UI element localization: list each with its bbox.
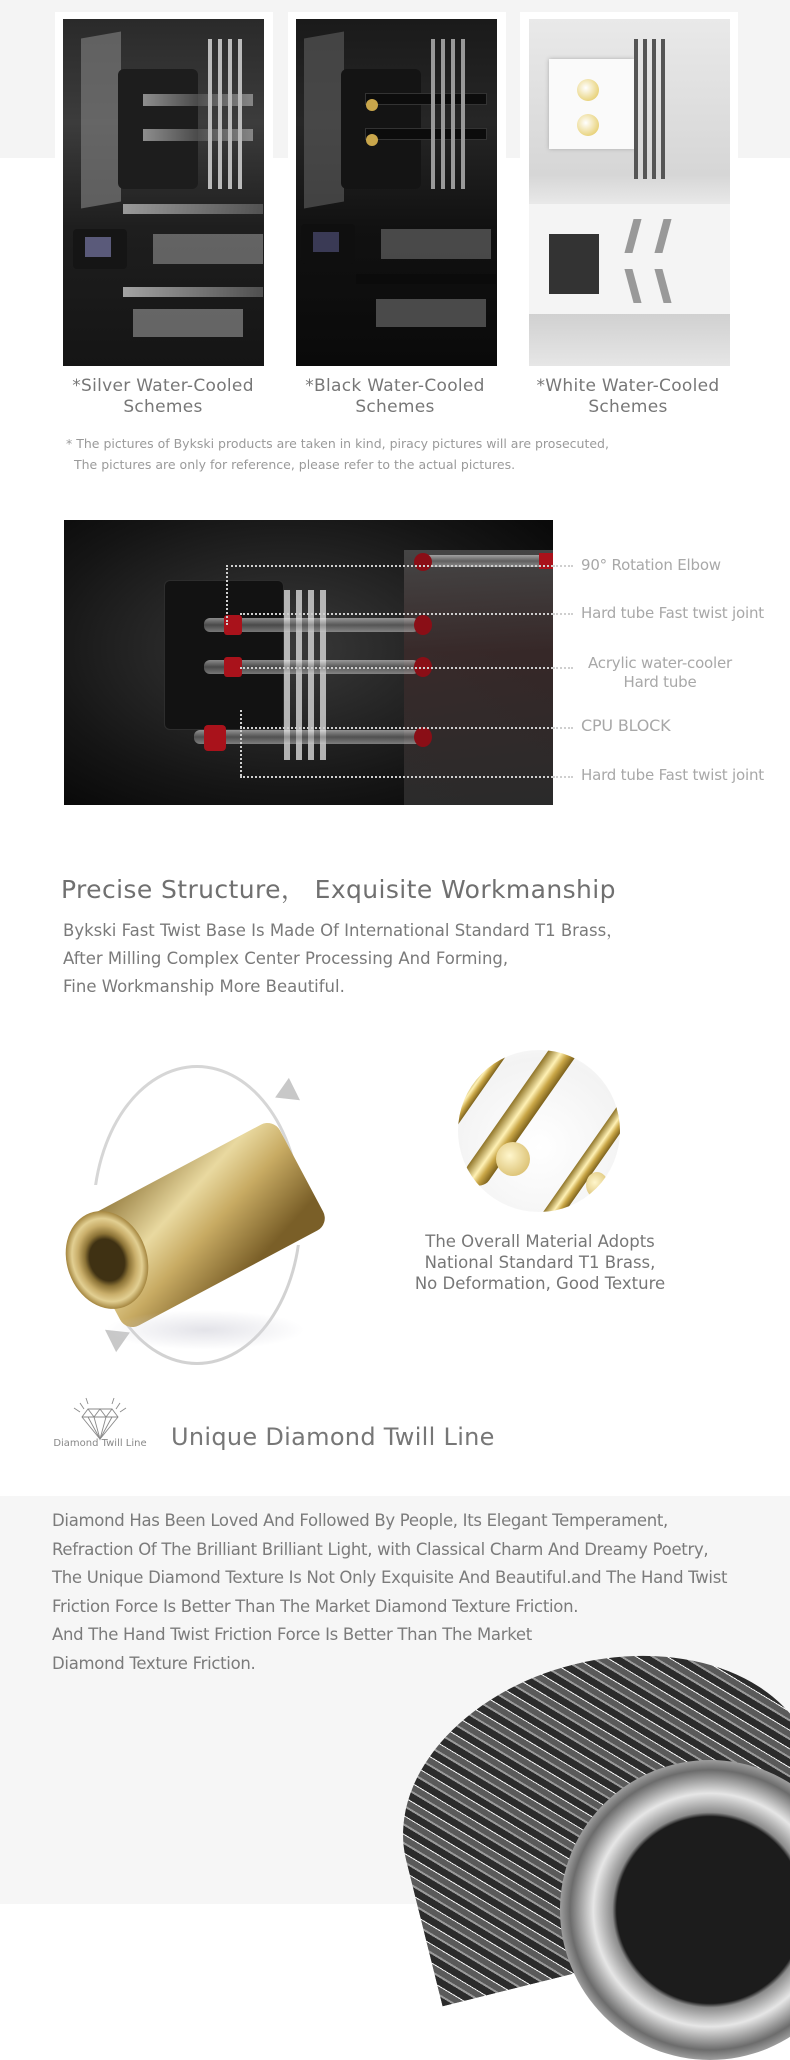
shadow [105, 1310, 305, 1350]
cpu-block-shape [164, 580, 284, 730]
paragraph-line: And The Hand Twist Friction Force Is Better Than The Market [52, 1625, 532, 1644]
callout-line [240, 667, 553, 669]
scheme-caption-line2: Schemes [123, 397, 203, 417]
label-acrylic-line2: Hard tube [623, 673, 697, 691]
paragraph-line: Bykski Fast Twist Base Is Made Of International Standard T1 Brass， [63, 921, 623, 940]
rod-end [586, 1172, 608, 1198]
scheme-caption-line2: Schemes [355, 397, 435, 417]
rotation-elbow [204, 725, 226, 751]
scheme-caption-line2: Schemes [588, 397, 668, 417]
scheme-caption-white [513, 376, 743, 418]
caption-line: No Deformation, Good Texture [414, 1274, 666, 1293]
caption-line: National Standard T1 Brass, [424, 1253, 656, 1272]
material-caption [395, 1231, 685, 1294]
label-acrylic-hard-tube [580, 654, 740, 692]
paragraph-line: Diamond Has Been Loved And Followed By People, Its Elegant Temperament, [52, 1511, 668, 1530]
callout-leader [553, 727, 573, 729]
hard-tube [194, 730, 424, 744]
copyright-notice [66, 433, 609, 475]
paragraph-line: Refraction Of The Brilliant Brilliant Light, with Classical Charm And Dreamy Poetry, [52, 1539, 709, 1559]
scheme-caption-line1: *Silver Water-Cooled [72, 376, 254, 396]
white-scheme-photo [529, 19, 730, 366]
scheme-caption-line1: *White Water-Cooled [536, 376, 720, 396]
fitting [414, 553, 432, 571]
callout-leader [553, 776, 573, 778]
component-diagram-photo [64, 520, 553, 805]
callout-line [226, 565, 228, 625]
paragraph-line: Fine Workmanship More Beautiful. [63, 977, 345, 996]
scheme-caption-silver [48, 376, 278, 418]
brass-fitting-illustration [45, 1060, 365, 1370]
notice-line-2: The pictures are only for reference, please refer to the actual pictures. [74, 457, 516, 472]
paragraph-line: The Unique Diamond Texture Is Not Only Exquisite And Beautiful.and The Hand Twist [52, 1568, 728, 1587]
callout-line [240, 710, 242, 776]
paragraph-line: Diamond Texture Friction. [52, 1653, 256, 1673]
callout-line [240, 613, 553, 615]
brass-rods-closeup [458, 1050, 620, 1212]
callout-leader [553, 667, 573, 669]
reservoir-panel [404, 550, 553, 805]
diamond-description [52, 1507, 727, 1678]
paragraph-line: Friction Force Is Better Than The Market Diamond Texture Friction. [52, 1596, 579, 1616]
rod-end [496, 1142, 530, 1176]
caption-line: The Overall Material Adopts [425, 1232, 655, 1251]
callout-line [240, 776, 553, 778]
diamond-twill-heading: Unique Diamond Twill Line [171, 1423, 495, 1451]
precise-structure-heading: Precise Structure， Exquisite Workmanship [61, 875, 616, 904]
callout-line [240, 727, 553, 729]
precise-structure-text [63, 917, 623, 1001]
diamond-logo-label: Diamond Twill Line [53, 1438, 147, 1449]
label-acrylic-line1: Acrylic water-cooler [588, 654, 732, 672]
fitting [414, 615, 432, 635]
callout-leader [553, 613, 573, 615]
notice-line-1: * The pictures of Bykski products are taken in kind, piracy pictures will are prosecuted, [66, 436, 609, 451]
scheme-caption-line1: *Black Water-Cooled [305, 376, 485, 396]
arrow-head-icon [275, 1078, 307, 1110]
paragraph-line: After Milling Complex Center Processing And Forming, [63, 949, 509, 968]
silver-scheme-photo [63, 19, 264, 366]
label-cpu-block: CPU BLOCK [581, 716, 671, 735]
callout-leader [553, 565, 573, 567]
label-rotation-elbow: 90° Rotation Elbow [581, 556, 721, 574]
fitting [414, 727, 432, 747]
label-fast-twist-joint-bottom: Hard tube Fast twist joint [581, 766, 764, 784]
black-scheme-photo [296, 19, 497, 366]
label-fast-twist-joint-top: Hard tube Fast twist joint [581, 604, 764, 622]
scheme-caption-black [280, 376, 510, 418]
callout-line [226, 565, 553, 567]
